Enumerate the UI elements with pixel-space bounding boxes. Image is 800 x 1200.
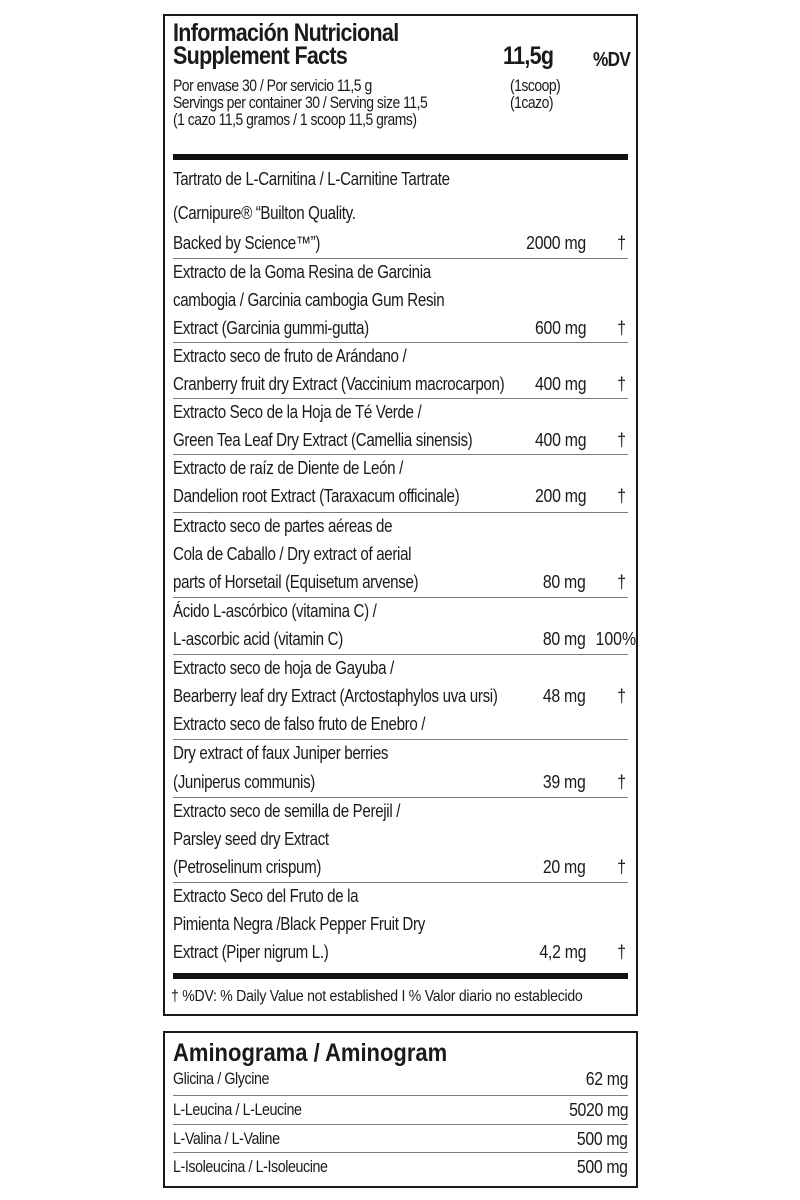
daily-value-percent: 100% xyxy=(595,629,636,649)
aminogram-row xyxy=(173,1097,628,1125)
ingredient-amount: 48 mg xyxy=(543,686,586,706)
ingredient-text: Dry extract of faux Juniper berries xyxy=(173,743,389,763)
ingredient-text: Ácido L-ascórbico (vitamina C) / xyxy=(173,601,377,621)
ingredient-text: (Carnipure® “Builton Quality. xyxy=(173,203,356,223)
row-divider xyxy=(173,654,628,655)
row-divider xyxy=(173,1152,628,1153)
ingredient-text: Extracto Seco de la Hoja de Té Verde / xyxy=(173,402,422,422)
amino-name: L-Valina / L-Valine xyxy=(173,1129,280,1148)
thick-divider-bottom xyxy=(173,973,628,979)
ingredient-text: Parsley seed dry Extract xyxy=(173,829,329,849)
row-divider xyxy=(173,1124,628,1125)
ingredient-text: (Petroselinum crispum) xyxy=(173,857,322,877)
amino-value: 5020 mg xyxy=(568,1100,628,1120)
ingredient-text: Cola de Caballo / Dry extract of aerial xyxy=(173,544,412,564)
amino-name: Glicina / Glycine xyxy=(173,1069,270,1088)
row-divider xyxy=(173,597,628,598)
supplement-facts-panel xyxy=(163,14,638,1016)
ingredient-amount: 400 mg xyxy=(534,374,586,394)
ingredient-amount: 80 mg xyxy=(543,572,586,592)
amino-name: L-Isoleucina / L-Isoleucine xyxy=(173,1157,328,1176)
ingredient-text: Extracto de raíz de Diente de León / xyxy=(173,458,403,478)
row-divider xyxy=(173,398,628,399)
dv-header: %DV xyxy=(593,49,631,71)
ingredient-amount: 80 mg xyxy=(543,629,586,649)
ingredient-text: Extracto seco de fruto de Arándano / xyxy=(173,346,407,366)
dagger-icon: † xyxy=(617,374,626,394)
aminogram-panel xyxy=(163,1031,638,1188)
dagger-icon: † xyxy=(617,233,626,253)
serving-note-scoop: (1scoop) xyxy=(510,76,561,95)
ingredient-text: Extracto seco de hoja de Gayuba / xyxy=(173,658,394,678)
row-divider xyxy=(173,739,628,740)
serving-line-3: (1 cazo 11,5 gramos / 1 scoop 11,5 grams) xyxy=(173,110,417,129)
ingredient-text: Tartrato de L-Carnitina / L-Carnitine Tartrate xyxy=(173,169,450,189)
footnote: † %DV: % Daily Value not established I % Valor diario no establecido xyxy=(171,988,583,1005)
dagger-icon: † xyxy=(617,686,626,706)
row-divider xyxy=(173,882,628,883)
row-divider xyxy=(173,454,628,455)
dagger-icon: † xyxy=(617,318,626,338)
ingredient-amount: 39 mg xyxy=(543,772,586,792)
serving-amount: 11,5g xyxy=(503,42,554,70)
dagger-icon: † xyxy=(617,772,626,792)
amino-value: 62 mg xyxy=(585,1069,628,1089)
ingredient-text: L-ascorbic acid (vitamin C) xyxy=(173,629,343,649)
serving-note-cazo: (1cazo) xyxy=(510,93,554,112)
amino-value: 500 mg xyxy=(577,1157,628,1177)
ingredient-text: Backed by Science™”) xyxy=(173,233,321,253)
ingredient-amount: 600 mg xyxy=(534,318,586,338)
ingredient-text: Green Tea Leaf Dry Extract (Camellia sinensis) xyxy=(173,430,473,450)
thick-divider xyxy=(173,154,628,160)
row-divider xyxy=(173,342,628,343)
ingredient-text: Extract (Piper nigrum L.) xyxy=(173,942,329,962)
serving-line-2: Servings per container 30 / Serving size 11,5 xyxy=(173,93,428,112)
ingredient-amount: 2000 mg xyxy=(526,233,586,253)
ingredient-amount: 4,2 mg xyxy=(539,942,586,962)
dagger-icon: † xyxy=(617,942,626,962)
dagger-icon: † xyxy=(617,857,626,877)
aminogram-row xyxy=(173,1067,628,1095)
aminogram-row xyxy=(173,1154,628,1182)
title-spanish: Información Nutricional xyxy=(173,19,399,47)
ingredient-text: Extracto seco de partes aéreas de xyxy=(173,516,393,536)
serving-line-1: Por envase 30 / Por servicio 11,5 g xyxy=(173,76,372,95)
ingredient-text: cambogia / Garcinia cambogia Gum Resin xyxy=(173,290,445,310)
ingredient-amount: 20 mg xyxy=(543,857,586,877)
ingredient-text: Bearberry leaf dry Extract (Arctostaphylos uva ursi) xyxy=(173,686,498,706)
row-divider xyxy=(173,1095,628,1096)
aminogram-row xyxy=(173,1126,628,1154)
row-divider xyxy=(173,797,628,798)
ingredient-text: Extracto seco de semilla de Perejil / xyxy=(173,801,401,821)
dagger-icon: † xyxy=(617,430,626,450)
aminogram-title: Aminograma / Aminogram xyxy=(173,1039,448,1067)
row-divider xyxy=(173,512,628,513)
ingredient-text: Extract (Garcinia gummi-gutta) xyxy=(173,318,369,338)
title-english: Supplement Facts xyxy=(173,42,348,70)
ingredient-text: Extracto Seco del Fruto de la xyxy=(173,886,359,906)
ingredient-amount: 400 mg xyxy=(534,430,586,450)
ingredient-text: Extracto de la Goma Resina de Garcinia xyxy=(173,262,431,282)
ingredient-text: Cranberry fruit dry Extract (Vaccinium macrocarpon) xyxy=(173,374,505,394)
ingredient-text: Dandelion root Extract (Taraxacum officinale) xyxy=(173,486,460,506)
dagger-icon: † xyxy=(617,572,626,592)
ingredient-text: parts of Horsetail (Equisetum arvense) xyxy=(173,572,419,592)
dagger-icon: † xyxy=(617,486,626,506)
amino-name: L-Leucina / L-Leucine xyxy=(173,1100,302,1119)
row-divider xyxy=(173,258,628,259)
ingredient-text: (Juniperus communis) xyxy=(173,772,316,792)
ingredient-text: Pimienta Negra /Black Pepper Fruit Dry xyxy=(173,914,425,934)
ingredient-amount: 200 mg xyxy=(534,486,586,506)
ingredient-text: Extracto seco de falso fruto de Enebro / xyxy=(173,714,426,734)
amino-value: 500 mg xyxy=(577,1129,628,1149)
